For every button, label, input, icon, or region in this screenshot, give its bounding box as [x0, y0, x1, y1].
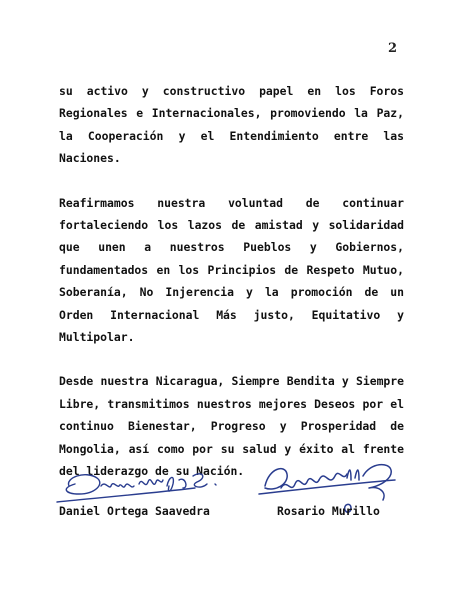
- signatory-name-right: Rosario Murillo: [277, 504, 380, 518]
- paragraph-1: su activo y constructivo papel en los Foros Regionales e Internacionales, promoviendo la Paz, la Cooperación y el Entendimiento entre las Naciones.: [59, 84, 404, 166]
- paragraph-3: Desde nuestra Nicaragua, Siempre Bendita y Siempre Libre, transmitimos nuestros mejores Deseos por el continuo Bienestar, Progreso y Prosperidad de Mongolia, así como por su salud y éxito al frente del liderazgo de su Nación.: [59, 374, 404, 479]
- page-number: 2: [388, 41, 398, 56]
- letter-body: [59, 80, 404, 505]
- signatory-name-left: Daniel Ortega Saavedra: [59, 504, 210, 518]
- signature-daniel-ortega: [55, 458, 245, 508]
- paragraph-2: Reafirmamos nuestra voluntad de continuar fortaleciendo los lazos de amistad y solidaridad que unen a nuestros Pueblos y Gobiernos, fundamentados en los Principios de Respeto Mutuo, Soberanía, No Injerencia y la promoción de un Orden Internacional Más justo, Equitativo y Multipolar.: [59, 195, 404, 345]
